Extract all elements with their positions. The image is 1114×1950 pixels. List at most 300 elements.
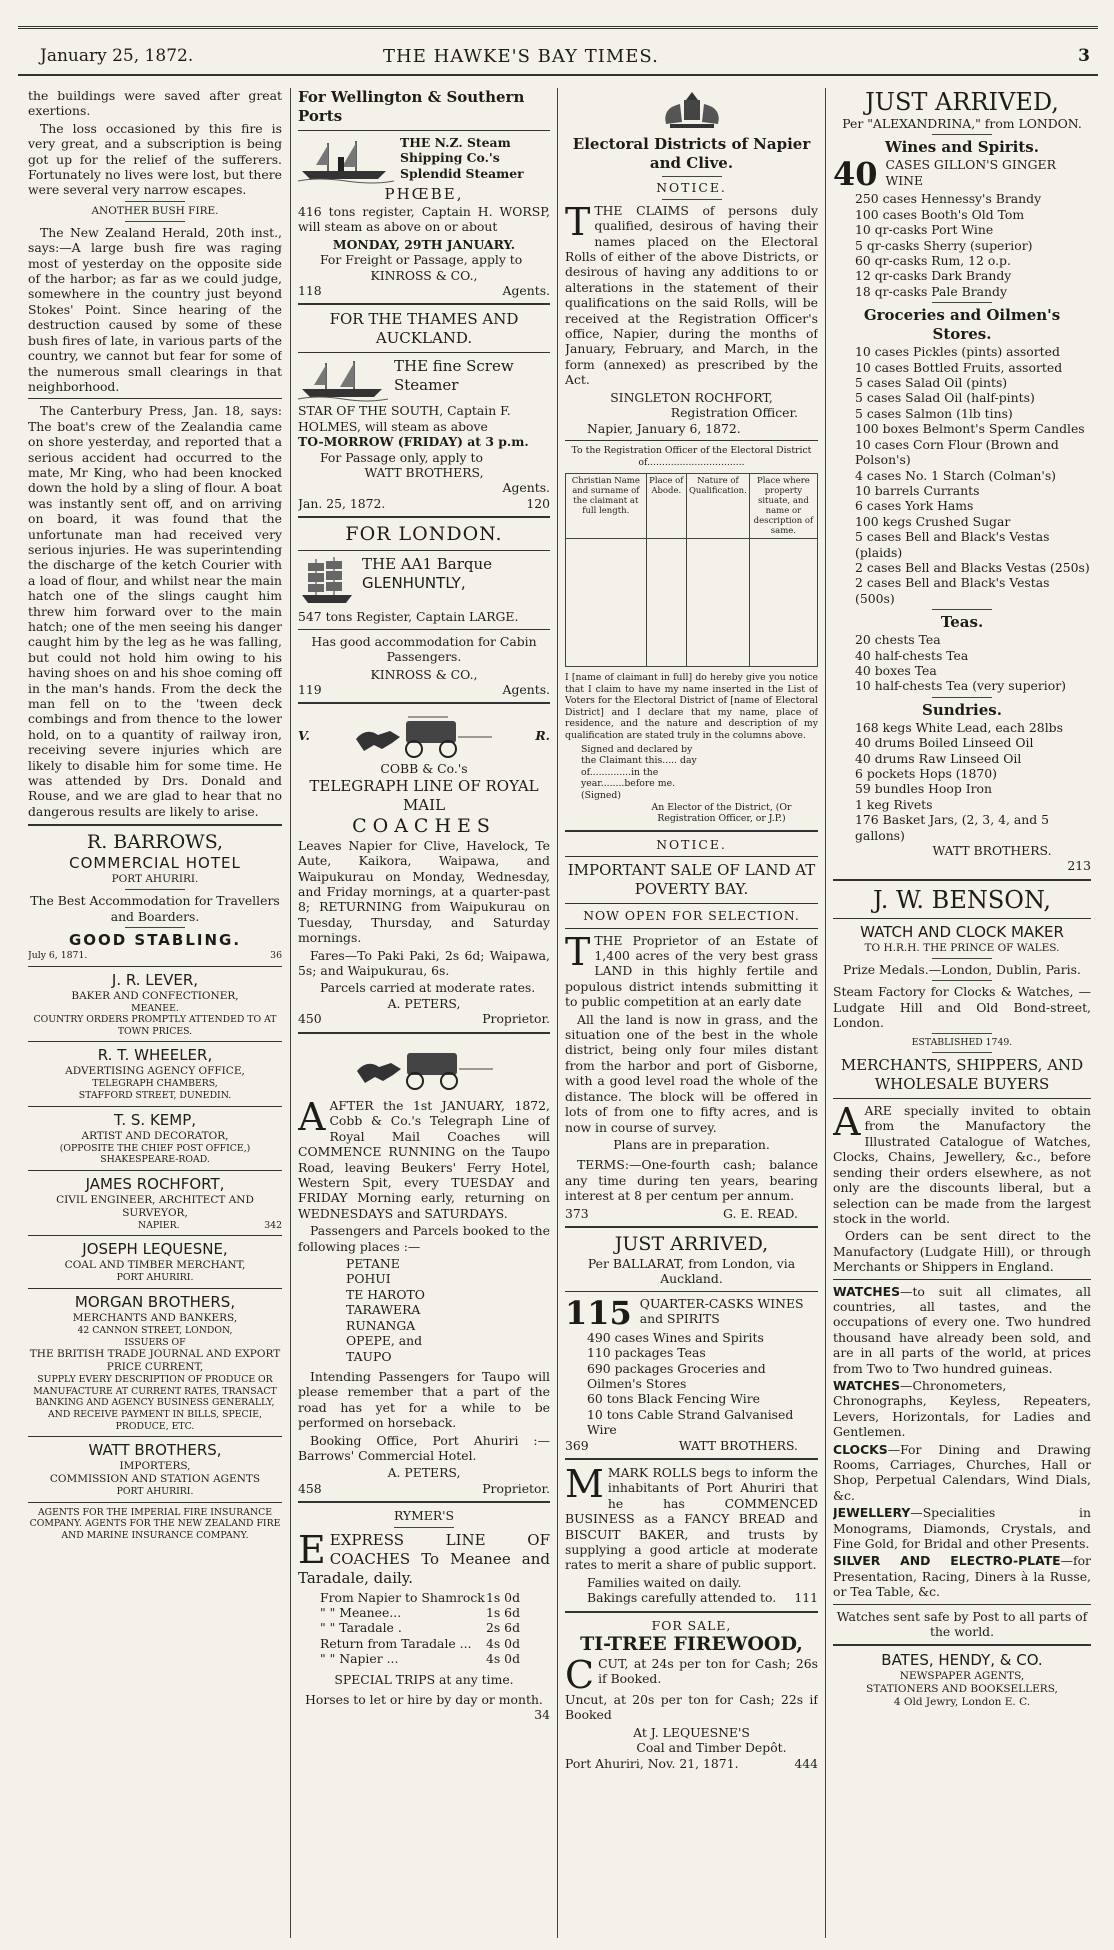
cobb-parcels: Parcels carried at moderate rates. [320, 980, 536, 996]
place-item: POHUI [346, 1271, 391, 1287]
divider [28, 1041, 282, 1042]
place-item: RUNANGA [346, 1317, 416, 1333]
divider [298, 516, 550, 518]
rymer-horses: Horses to let or hire by day or month. [305, 1692, 543, 1707]
rochfort-trade: CIVIL ENGINEER, ARCHITECT AND SURVEYOR, [56, 1193, 254, 1219]
benson-prize: Prize Medals.—London, Dublin, Paris. [843, 961, 1081, 977]
fare-table [298, 1590, 550, 1667]
divider [28, 966, 282, 967]
divider [932, 1052, 992, 1053]
jewellery-text: —Specialities in Monograms, Diamonds, Crystals, and Fine Gold, for Bridal and other Presents. [833, 1505, 1091, 1552]
column-4 [833, 88, 1091, 1940]
thames-agent: WATT BROTHERS, [364, 465, 484, 481]
divider [932, 980, 992, 981]
wine-item: 100 cases Booth's Old Tom [855, 206, 1025, 222]
divider [565, 903, 818, 904]
royal-coat-of-arms-icon [652, 88, 732, 132]
london-text: THE AA1 Barque [362, 555, 493, 574]
watches-text: —to suit all climates, all countries, all tastes, and the occupations of every one. Two hundred thousand have already been sold, and are in all parts of the world, at prices from Two to Two hundred guineas. [833, 1283, 1091, 1376]
ballarat-per: Per BALLARAT, from London, via Auckland. [587, 1255, 796, 1287]
bush-fire-text: The New Zealand Herald, 20th inst., says:—A large bush fire was raging most of yesterday on the opposite side of the harbor; as far as we could judge, somewhere in the country just beyond Stokes' Point. Since hearing of the destruction caused by some of these bush fires of late, in various parts of the country, we cannot but fear for some of the numerous small clearings in that neighborhood. [28, 224, 282, 394]
wheeler-trade: ADVERTISING AGENCY OFFICE, [65, 1065, 245, 1078]
divider [28, 1170, 282, 1171]
cargo-item: 490 cases Wines and Spirits [587, 1329, 764, 1345]
steamship-icon [298, 357, 388, 403]
sundry-item: 40 drums Boiled Linseed Oil [855, 735, 1034, 751]
fire-paragraph: The loss occasioned by this fire is very great, and a subscription is being got up for the relief of the sufferers. Fortunately no lives were lost, but there were several very narrow escapes. [28, 120, 282, 198]
divider [932, 958, 992, 959]
wine-item: 10 qr-casks Port Wine [855, 222, 994, 238]
place-item: TARAWERA [346, 1302, 421, 1318]
barque-icon [298, 555, 356, 609]
ballarat-heading: JUST ARRIVED, [614, 1232, 769, 1255]
teas-heading: Teas. [940, 613, 984, 632]
wheeler-chambers: TELEGRAPH CHAMBERS, [92, 1078, 218, 1090]
cobb-text: Leaves Napier for Clive, Havelock, Te Aute, Kaikora, Waipawa, and Waipukurau on Monday, Wednesday, and Friday mornings, at a quarter-past 8; RETURNING from Waipukurau on Tuesday, Thursday, and Saturday mornings. [298, 837, 550, 946]
benson-post: Watches sent safe by Post to all parts of the world. [836, 1608, 1088, 1640]
grocery-item: 2 cases Bell and Blacks Vestas (250s) [855, 559, 1090, 575]
wellington-num: 118 [298, 283, 322, 299]
cobb-name: COBB & Co.'s [380, 761, 468, 777]
grocery-item: 4 cases No. 1 Starch (Colman's) [855, 467, 1057, 483]
rymer-heading: RYMER'S [393, 1508, 455, 1524]
drop-cap: E [298, 1527, 326, 1572]
tea-item: 40 boxes Tea [855, 662, 937, 678]
place-item: TE HAROTO [346, 1286, 425, 1302]
clocks-keyword: CLOCKS [833, 1441, 888, 1457]
column-3 [565, 88, 818, 1940]
divider [662, 199, 722, 200]
titree-date: Port Ahuriri, Nov. 21, 1871. [565, 1755, 739, 1771]
rolls-text: MARK ROLLS begs to inform the inhabitants of Port Ahuriri that he has COMMENCED BUSINESS as a FANCY BREAD and BISCUIT BAKER, and trusts by supplying a good article at moderate rates to merit a share of public support. [565, 1465, 818, 1573]
sale-text-2: All the land is now in grass, and the situation one of the best in the whole district, being only four miles distant from the harbor and port of Gisborne, with a good level road the whole of the distance. The block will be offered in lots of from one to fifty acres, and is now in course of survey. [565, 1011, 818, 1135]
rolls-bakings: Bakings carefully attended to. [587, 1590, 777, 1606]
fare-price: 2s 6d [486, 1620, 520, 1636]
groceries-list [833, 344, 1091, 606]
divider [565, 928, 818, 929]
titree-at: At J. LEQUESNE'S [633, 1724, 750, 1740]
titree-heading: TI-TREE FIREWOOD, [580, 1633, 803, 1656]
alexandrina-per: Per "ALEXANDRINA," from LONDON. [842, 116, 1082, 131]
tea-item: 20 chests Tea [855, 632, 941, 648]
drop-cap: M [565, 1462, 604, 1506]
morgan-address: 42 CANNON STREET, LONDON, [77, 1325, 233, 1337]
wellington-ad [298, 135, 550, 298]
cargo-item: 690 packages Groceries and Oilmen's Stores [587, 1360, 766, 1391]
ballarat-ref: 369 [565, 1437, 589, 1453]
lequesne-name: JOSEPH LEQUESNE, [82, 1240, 228, 1259]
benson-merchants: MERCHANTS, SHIPPERS, AND WHOLESALE BUYERS [840, 1056, 1084, 1094]
bush-fire-heading: ANOTHER BUSH FIRE. [91, 204, 219, 217]
forsale-heading: FOR SALE, [651, 1617, 732, 1633]
rymer-special: SPECIAL TRIPS at any time. [334, 1671, 514, 1687]
sundry-item: 40 drums Raw Linseed Oil [855, 750, 1022, 766]
london-heading: FOR LONDON. [345, 523, 503, 546]
sundry-item: 59 bundles Hoop Iron [855, 781, 992, 797]
london-num: 119 [298, 681, 322, 697]
fare-route: Return from Taradale ... [320, 1635, 472, 1651]
wine-item: 250 cases Hennessy's Brandy [855, 191, 1042, 207]
thames-ship: STAR OF THE SOUTH, Captain F. HOLMES, will steam as above [298, 403, 511, 434]
page-number: 3 [1078, 46, 1090, 66]
divider [298, 550, 550, 551]
form-elector: An Elector of the District, (Or Registration Officer, or J.P.) [651, 801, 792, 825]
divider [833, 1644, 1091, 1646]
after-sign: A. PETERS, [387, 1465, 461, 1481]
barrows-hotel: COMMERCIAL HOTEL [69, 854, 241, 873]
morgan-journal: THE BRITISH TRADE JOURNAL AND EXPORT PRICE CURRENT, [29, 1348, 281, 1374]
london-accommodation: Has good accommodation for Cabin Passengers. [311, 633, 537, 665]
fare-route: " " Taradale . [320, 1620, 402, 1636]
tea-item: 40 half-chests Tea [855, 647, 969, 663]
top-rule [18, 26, 1098, 29]
column-rule [825, 88, 826, 1938]
wines-heading: Wines and Spirits. [885, 138, 1039, 157]
grocery-item: 100 boxes Belmont's Sperm Candles [855, 421, 1085, 437]
tea-item: 10 half-chests Tea (very superior) [855, 678, 1066, 694]
divider [28, 1502, 282, 1503]
london-ship: GLENHUNTLY, [362, 574, 466, 593]
form-signed: Signed and declared by the Claimant this..... day of..............in the year........before me. (Signed) [581, 743, 697, 802]
sundries-list [833, 720, 1091, 843]
after-passengers: Passengers and Parcels booked to the following places :— [298, 1223, 550, 1254]
lever-trade: BAKER AND CONFECTIONER, [71, 989, 239, 1002]
barrows-text: The Best Accommodation for Travellers and Boarders. [30, 893, 280, 924]
divider [565, 1611, 818, 1613]
watches-keyword: WATCHES [833, 1377, 901, 1393]
kemp-address: (OPPOSITE THE CHIEF POST OFFICE,) [59, 1142, 251, 1154]
titree-cut: CUT, at 24s per ton for Cash; 26s if Booked. [598, 1656, 818, 1687]
divider [125, 927, 185, 928]
ballarat-sign: WATT BROTHERS. [678, 1437, 798, 1453]
fare-route: From Napier to Shamrock [320, 1589, 485, 1605]
divider [298, 702, 550, 704]
watches-keyword: WATCHES [833, 1283, 901, 1299]
cobb-telegraph: TELEGRAPH LINE OF ROYAL MAIL [309, 776, 539, 814]
grocery-item: 5 cases Salad Oil (half-pints) [855, 390, 1035, 406]
divider [833, 918, 1091, 919]
lever-name: J. R. LEVER, [111, 970, 199, 989]
form-column-header: Nature of Qualification. [686, 474, 749, 539]
wine-item: 60 qr-casks Rum, 12 o.p. [855, 253, 1011, 269]
form-cell [749, 539, 817, 667]
vr-mark: R. [535, 727, 550, 743]
barrows-name: R. BARROWS, [86, 831, 224, 854]
rolls-families: Families waited on daily. [587, 1574, 742, 1590]
coach-icon [349, 1039, 499, 1095]
wellington-heading: For Wellington & Southern Ports [298, 88, 525, 125]
place-item: TAUPO [346, 1348, 392, 1364]
divider [28, 1235, 282, 1236]
divider [125, 889, 185, 890]
divider [28, 1106, 282, 1107]
place-item: OPEPE, and [346, 1333, 423, 1349]
benson-name: J. W. BENSON, [872, 885, 1052, 914]
benson-orders: Orders can be sent direct to the Manufactory (Ludgate Hill), or through Merchants or Shippers in England. [833, 1228, 1091, 1275]
wellington-agents: Agents. [502, 283, 550, 299]
wellington-tons: 416 tons register, Captain H. WORSP, will steam as above on or about [298, 204, 550, 235]
wellington-text: THE N.Z. Steam Shipping Co.'s Splendid Steamer [400, 135, 524, 181]
lequesne-place: PORT AHURIRI. [116, 1272, 194, 1284]
benson-text: ARE specially invited to obtain from the Manufactory the Illustrated Catalogue of Watches, Clocks, Chains, Jewellery, &c., before sending their orders elsewhere, as not only are the discounts liberal, but a selection can be made from the largest stock in the world. [833, 1103, 1091, 1226]
jewellery-keyword: JEWELLERY [833, 1505, 911, 1521]
electoral-role: Registration Officer. [670, 405, 798, 421]
wines-first: CASES GILLON'S GINGER WINE [885, 157, 1056, 188]
divider [565, 440, 818, 441]
watt-trade-2: COMMISSION AND STATION AGENTS [49, 1473, 261, 1486]
cargo-item: 60 tons Black Fencing Wire [587, 1391, 760, 1407]
rochfort-name: JAMES ROCHFORT, [85, 1174, 225, 1193]
claim-form-table [565, 473, 818, 667]
electoral-heading: Electoral Districts of Napier and Clive. [572, 135, 811, 173]
after-booking: Booking Office, Port Ahuriri :—Barrows' Commercial Hotel. [298, 1432, 550, 1463]
notice-heading: NOTICE. [656, 836, 727, 852]
places-list [298, 1256, 550, 1364]
steamship-icon [298, 135, 394, 185]
sale-text: THE Proprietor of an Estate of 1,400 acres of the very best grass LAND in this highly fertile and populous district intends submitting it to public competition at an early date [565, 932, 818, 1010]
sundries-heading: Sundries. [922, 700, 1002, 719]
fare-price: 4s 0d [486, 1651, 520, 1667]
coach-icon [348, 709, 498, 761]
divider [932, 609, 992, 610]
watt-place: PORT AHURIRI. [116, 1486, 194, 1498]
barrows-num: 36 [270, 950, 282, 962]
form-to: To the Registration Officer of the Electoral District of................................. [571, 444, 812, 468]
sale-plans: Plans are in preparation. [613, 1136, 770, 1152]
header-rule [18, 74, 1098, 76]
vr-mark: V. [298, 727, 310, 743]
watt-agents: AGENTS FOR THE IMPERIAL FIRE INSURANCE COMPANY. AGENTS FOR THE NEW ZEALAND FIRE AND MARINE INSURANCE COMPANY. [29, 1506, 281, 1541]
cobb-num: 450 [298, 1011, 322, 1027]
divider [565, 1291, 818, 1292]
column-rule [557, 88, 558, 1938]
divider [28, 1288, 282, 1289]
newspaper-page [18, 6, 1098, 1946]
fare-route: " " Meanee... [320, 1604, 402, 1620]
electoral-text: THE CLAIMS of persons duly qualified, desirous of having their names placed on the Electoral Rolls of either of the above Districts, or desirous of having any additions to or alterations in the statement of their qualifications on the said Rolls, will be received at the Registration Officer's office, Napier, during the months of January, February, and March, in the form (annexed) as prescribed by the Act. [565, 202, 818, 388]
sale-heading: IMPORTANT SALE OF LAND AT POVERTY BAY. [567, 861, 816, 899]
drop-cap: C [565, 1653, 595, 1698]
divider [565, 1226, 818, 1228]
fare-price: 4s 0d [486, 1635, 520, 1651]
divider [565, 830, 818, 832]
thames-num: 120 [526, 495, 550, 511]
morgan-trade: MERCHANTS AND BANKERS, [72, 1312, 238, 1325]
grocery-item: 5 cases Bell and Black's Vestas (plaids) [855, 529, 1050, 560]
divider [932, 1033, 992, 1034]
masthead [18, 46, 1098, 76]
london-tons: 547 tons Register, Captain LARGE. [298, 609, 519, 625]
barrows-stabling: GOOD STABLING. [68, 931, 242, 950]
form-cell [686, 539, 749, 667]
newspaper-title: THE HAWKE'S BAY TIMES. [383, 46, 659, 67]
form-column-header: Christian Name and surname of the claimant at full length. [566, 474, 647, 539]
thames-agents: Agents. [502, 480, 550, 496]
rolls-num: 111 [794, 1590, 818, 1606]
wine-item: 5 qr-casks Sherry (superior) [855, 237, 1033, 253]
ballarat-first: QUARTER-CASKS WINES and SPIRITS [639, 1295, 804, 1327]
kemp-road: SHAKESPEARE-ROAD. [100, 1154, 210, 1166]
form-cell [646, 539, 686, 667]
wellington-freight: For Freight or Passage, apply to [320, 252, 523, 268]
benson-established: ESTABLISHED 1749. [911, 1037, 1013, 1049]
sundries-num: 213 [1067, 858, 1091, 874]
benson-trade: WATCH AND CLOCK MAKER [860, 922, 1064, 941]
grocery-item: 5 cases Salad Oil (pints) [855, 375, 1008, 391]
sundry-item: 1 keg Rivets [855, 796, 933, 812]
cargo-item: 110 packages Teas [587, 1345, 706, 1361]
place-item: PETANE [346, 1256, 400, 1272]
thames-text: THE fine Screw Steamer [394, 357, 514, 395]
divider [833, 879, 1091, 881]
sundry-item: 6 pockets Hops (1870) [855, 766, 997, 781]
alexandrina-heading: JUST ARRIVED, [865, 88, 1059, 116]
grocery-item: 100 kegs Crushed Sugar [855, 513, 1011, 529]
form-column-header: Place of Abode. [646, 474, 686, 539]
divider [298, 130, 550, 131]
ballarat-list [565, 1330, 818, 1438]
benson-royal: TO H.R.H. THE PRINCE OF WALES. [864, 941, 1060, 954]
bates-address: 4 Old Jewry, London E. C. [893, 1696, 1031, 1709]
silver-text: —for Presentation, Racing, Diners à la Russe, or Tea Table, &c. [833, 1553, 1091, 1600]
form-cell [566, 539, 647, 667]
lever-note: COUNTRY ORDERS PROMPTLY ATTENDED TO AT TOWN PRICES. [33, 1014, 277, 1037]
divider [125, 201, 185, 202]
divider [565, 856, 818, 857]
divider [298, 303, 550, 305]
morgan-supply: SUPPLY EVERY DESCRIPTION OF PRODUCE OR MANUFACTURE AT CURRENT RATES, TRANSACT BANKING AND AGENCY BUSINESS GENERALLY, AND RECEIVE PAYMENT IN BILLS, SPECIE, PRODUCE, ETC. [33, 1374, 277, 1432]
ballarat-lead-number: 115 [565, 1293, 632, 1332]
divider [125, 221, 185, 222]
divider [298, 1032, 550, 1034]
after-proprietor: Proprietor. [482, 1480, 550, 1496]
morgan-name: MORGAN BROTHERS, [74, 1293, 236, 1312]
divider [28, 1436, 282, 1437]
benson-factory: Steam Factory for Clocks & Watches, —Ludgate Hill and Old Bond-street, London. [833, 984, 1091, 1031]
thames-date: TO-MORROW (FRIDAY) at 3 p.m. [298, 434, 529, 450]
wheeler-name: R. T. WHEELER, [97, 1046, 213, 1065]
bates-trade-2: STATIONERS AND BOOKSELLERS, [866, 1683, 1058, 1696]
rochfort-num: 342 [264, 1219, 282, 1231]
divider [298, 629, 550, 630]
silver-keyword: SILVER AND ELECTRO-PLATE [833, 1553, 1061, 1569]
morgan-issuers: ISSUERS OF [124, 1336, 186, 1348]
wellington-agent: KINROSS & CO., [370, 267, 478, 283]
divider [394, 1527, 454, 1528]
grocery-item: 10 cases Corn Flour (Brown and Polson's) [855, 436, 1059, 468]
london-agents: Agents. [502, 681, 550, 697]
fare-price: 1s 6d [486, 1604, 520, 1620]
grocery-item: 10 cases Pickles (pints) assorted [855, 344, 1060, 360]
london-agent: KINROSS & CO., [370, 666, 478, 682]
column-rule [290, 88, 291, 1938]
grocery-item: 6 cases York Hams [855, 498, 974, 514]
cobb-sign: A. PETERS, [387, 995, 461, 1011]
bates-trade-1: NEWSPAPER AGENTS, [899, 1670, 1025, 1683]
divider [28, 398, 282, 399]
groceries-heading: Groceries and Oilmen's Stores. [863, 306, 1061, 344]
divider [298, 352, 550, 353]
rymer-text: EXPRESS LINE OF COACHES To Meanee and Taradale, daily. [298, 1530, 550, 1587]
electoral-sign: SINGLETON ROCHFORT, [610, 389, 773, 405]
sale-num: 373 [565, 1205, 589, 1221]
cobb-proprietor: Proprietor. [482, 1011, 550, 1027]
after-text: AFTER the 1st JANUARY, 1872, Cobb & Co.'s Telegraph Line of Royal Mail Coaches will COMMENCE RUNNING on the Taupo Road, leaving Beukers' Ferry Hotel, Western Spit, every TUESDAY and FRIDAY Morning early, returning on WEDNESDAYS and SATURDAYS. [298, 1098, 550, 1221]
sundry-item: 168 kegs White Lead, each 28lbs [855, 719, 1063, 735]
grocery-item: 5 cases Salmon (1lb tins) [855, 405, 1013, 421]
after-num: 458 [298, 1480, 322, 1496]
lever-place: MEANEE. [131, 1002, 179, 1014]
sale-terms: TERMS:—One-fourth cash; balance any time during ten years, bearing interest at 8 per centum per annum. [565, 1157, 818, 1204]
rochfort-place: NAPIER. [138, 1219, 180, 1231]
electoral-date: Napier, January 6, 1872. [587, 420, 741, 436]
canterbury-text: The Canterbury Press, Jan. 18, says: The boat's crew of the Zealandia came on shore yesterday, and reported that a serious accident had occurred to the mate, Mr King, who had been knocked down the hold by a sling of flour. A boat was instantly sent off, and on arriving on board, it was found that the unfortunate man had received very serious injuries. He was superintending the discharge of the ketch Courier with a load of flour, and whilst near the main hatch one of the slings caught him threw him forward over to the main hatch; one of the men seeing his danger caught him by the leg as he was falling, but could not hold him owing to his having shoes on and his shoe coming off in the man's hands. From the deck the man fell on to the 'tween deck combings and from thence to the lower hold, on to a quantity of railway iron, receiving severe injuries which are likely to disable him for some time. He was attended by Drs. Donald and Rouse, and we are glad to hear that no dangerous results are likely to arise. [28, 403, 282, 819]
titree-uncut: Uncut, at 20s per ton for Cash; 22s if Booked [565, 1692, 818, 1723]
kemp-name: T. S. KEMP, [113, 1110, 197, 1129]
grocery-item: 10 barrels Currants [855, 482, 980, 498]
sale-open: NOW OPEN FOR SELECTION. [583, 908, 800, 924]
fare-route: " " Napier ... [320, 1651, 399, 1667]
bates-name: BATES, HENDY, & CO. [881, 1651, 1043, 1670]
wines-lead-number: 40 [833, 155, 878, 194]
wheeler-street: STAFFORD STREET, DUNEDIN. [78, 1090, 232, 1102]
titree-num: 444 [794, 1755, 818, 1771]
thames-heading: FOR THE THAMES AND AUCKLAND. [329, 310, 519, 348]
sale-sign: G. E. READ. [722, 1205, 798, 1221]
column-2 [298, 88, 550, 1940]
rymer-num: 34 [534, 1707, 550, 1723]
watches-text: —Chronometers, Chronographs, Keyless, Repeaters, Levers, Horizontals, for Ladies and Gentlemen. [833, 1377, 1091, 1440]
grocery-item: 10 cases Bottled Fruits, assorted [855, 359, 1063, 375]
divider [932, 302, 992, 303]
drop-cap: T [565, 199, 591, 244]
sundries-sign: WATT BROTHERS. [932, 843, 1052, 859]
cobb-fares: Fares—To Paki Paki, 2s 6d; Waipawa, 5s; and Waipukurau, 6s. [298, 947, 550, 978]
wines-list [833, 191, 1091, 299]
divider [565, 1458, 818, 1460]
cargo-item: 10 tons Cable Strand Galvanised Wire [587, 1406, 794, 1438]
wellington-ship: PHŒBE, [384, 185, 464, 203]
divider [932, 134, 992, 135]
column-1 [28, 88, 282, 1940]
wine-item: 12 qr-casks Dark Brandy [855, 268, 1012, 284]
sundry-item: 176 Basket Jars, (2, 3, 4, and 5 gallons) [855, 812, 1049, 843]
watt-name: WATT BROTHERS, [88, 1441, 222, 1460]
form-declaration: I [name of claimant in full] do hereby give you notice that I claim to have my name inserted in the List of Voters for the Electoral District of [name of Electoral District] and I declare that my name, place of residence, and the nature and description of my qualification are stated truly in the columns above. [565, 672, 818, 742]
divider [833, 1279, 1091, 1280]
barrows-place: PORT AHURIRI. [111, 873, 199, 886]
grocery-item: 2 cases Bell and Black's Vestas (500s) [855, 575, 1050, 606]
thames-passage: For Passage only, apply to [320, 449, 483, 465]
fare-price: 1s 0d [486, 1589, 520, 1605]
divider [833, 1604, 1091, 1605]
drop-cap: T [565, 929, 591, 974]
wine-item: 18 qr-casks Pale Brandy [855, 283, 1007, 299]
drop-cap: A [298, 1095, 326, 1139]
divider [28, 824, 282, 826]
cobb-coaches: COACHES [352, 814, 496, 837]
issue-date: January 25, 1872. [40, 46, 194, 66]
divider [833, 1098, 1091, 1099]
notice-heading: NOTICE. [656, 180, 727, 196]
lequesne-trade: COAL AND TIMBER MERCHANT, [64, 1259, 246, 1272]
form-column-header: Place where property situate, and name or description of same. [749, 474, 817, 539]
teas-list [833, 632, 1091, 694]
drop-cap: A [833, 1100, 861, 1145]
after-intending: Intending Passengers for Taupo will please remember that a part of the road has yet for a while to be performed on horseback. [298, 1368, 550, 1431]
titree-depot: Coal and Timber Depôt. [636, 1740, 787, 1756]
clocks-text: —For Dining and Drawing Rooms, Carriages, Churches, Hall or Shop, Perpetual Calendars, Wind Dials, &c. [833, 1441, 1091, 1503]
